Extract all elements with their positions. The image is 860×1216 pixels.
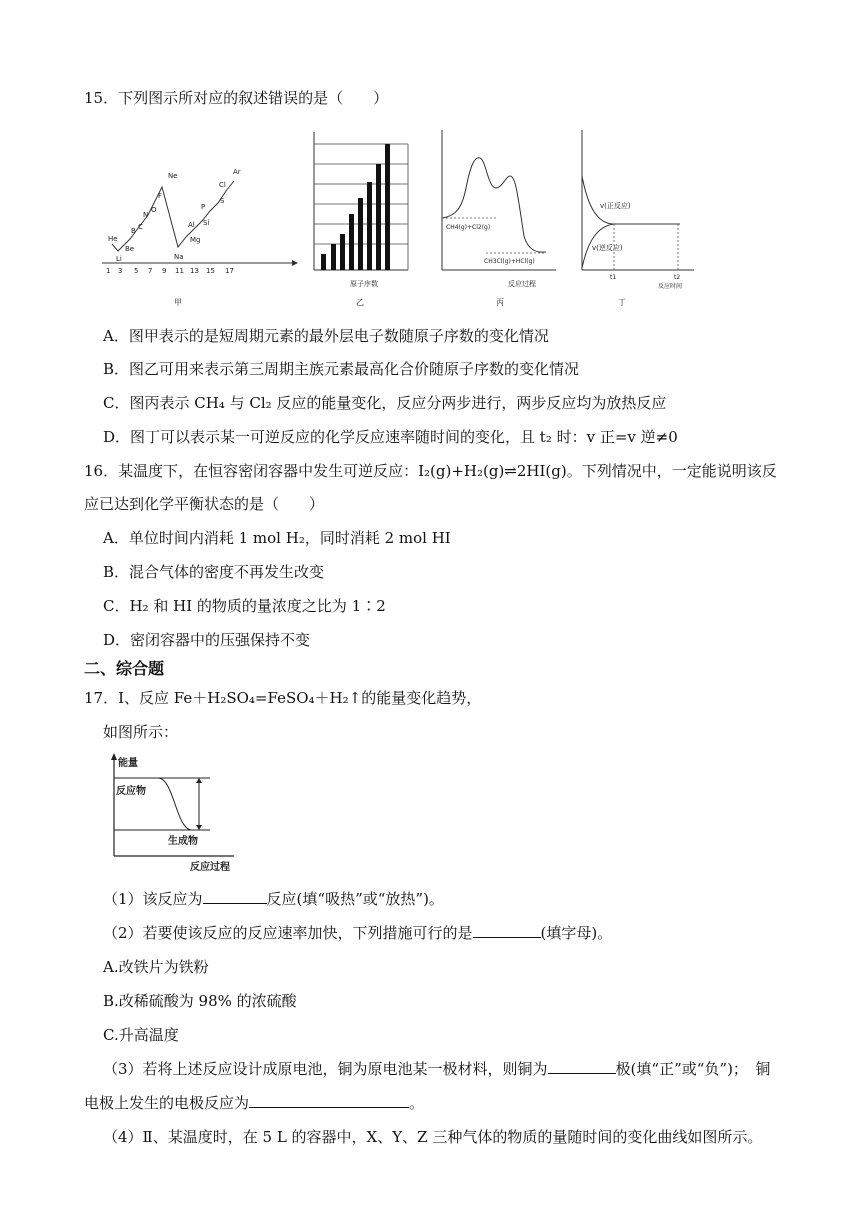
xlabel-bing: 反应过程	[508, 280, 536, 288]
q17-stem-line2: 如图所示：	[103, 723, 179, 741]
label-forward: v(正反应)	[600, 202, 631, 210]
q16-stem-line1: 16．某温度下，在恒容密闭容器中发生可逆反应：I₂(g)+H₂(g)⇌2HI(g)。下列情况中，一定能说明该反	[84, 462, 777, 480]
q17-part2: （2）若要使该反应的反应速率加快，下列措施可行的是 (填字母)。	[103, 924, 613, 942]
q15-option-d: D．图丁可以表示某一可逆反应的化学反应速率随时间的变化，且 t₂ 时：v 正=v 逆≠0	[103, 428, 678, 446]
caption-bing: 丙	[496, 298, 504, 307]
caption-ding: 丁	[618, 298, 626, 307]
xlabel-yi: 原子序数	[350, 280, 378, 288]
q17-part4: （4）Ⅱ、某温度时，在 5 L 的容器中，X、Y、Z 三种气体的物质的量随时间的变化曲线如图所示。	[103, 1128, 763, 1146]
q16-option-c: C．H₂ 和 HI 的物质的量浓度之比为 1∶2	[103, 597, 386, 615]
svg-text:15: 15	[206, 267, 215, 275]
pt-s: S	[220, 197, 225, 205]
pt-si: Si	[203, 219, 210, 227]
pt-be: Be	[125, 245, 135, 253]
caption-jia: 甲	[174, 298, 182, 307]
xlabel-process: 反应过程	[190, 862, 230, 873]
svg-text:1: 1	[106, 267, 111, 275]
q16-option-a: A．单位时间内消耗 1 mol H₂，同时消耗 2 mol HI	[103, 529, 451, 547]
q15-option-c: C．图丙表示 CH₄ 与 Cl₂ 反应的能量变化，反应分两步进行，两步反应均为放热反应	[103, 394, 667, 412]
label-reactants: 反应物	[116, 786, 146, 797]
pt-ne: Ne	[168, 172, 178, 180]
figure-yi	[310, 128, 414, 310]
svg-text:11: 11	[175, 267, 184, 275]
pt-mg: Mg	[190, 236, 201, 244]
label-products: CH3Cl(g)+HCl(g)	[484, 258, 535, 265]
pt-c: C	[138, 223, 143, 231]
pt-cl: Cl	[219, 181, 226, 189]
pt-p: P	[201, 203, 206, 211]
svg-text:7: 7	[148, 267, 153, 275]
section-title: 二、综合题	[84, 659, 165, 678]
q17-part3-line2: 电极上发生的电极反应为 。	[84, 1094, 425, 1112]
pt-na: Na	[174, 253, 184, 261]
label-reactants: CH4(g)+Cl2(g)	[446, 224, 491, 231]
pt-n: N	[143, 211, 149, 219]
ylabel-energy: 能量	[118, 758, 138, 769]
pt-ar: Ar	[233, 168, 241, 176]
label-products: 生成物	[168, 836, 198, 847]
q16-option-d: D．密闭容器中的压强保持不变	[103, 631, 311, 649]
figure-bing	[436, 128, 560, 310]
label-reverse: v(逆反应)	[592, 244, 623, 252]
q15-option-b: B．图乙可用来表示第三周期主族元素最高化合价随原子序数的变化情况	[103, 360, 580, 378]
q17-part3-line1: （3）若将上述反应设计成原电池，铜为原电池某一极材料，则铜为 极(填“正”或“负”)； 铜	[103, 1060, 771, 1078]
answer-blank-2[interactable]	[473, 923, 541, 938]
xlabel-ding: 反应时间	[658, 283, 683, 290]
q17-part1: （1）该反应为 反应(填“吸热”或“放热”)。	[103, 890, 444, 908]
q17-option-b: B.改稀硫酸为 98% 的浓硫酸	[103, 992, 297, 1010]
q17-option-a: A.改铁片为铁粉	[103, 958, 209, 976]
pt-he: He	[108, 235, 118, 243]
pt-f: F	[158, 192, 163, 200]
q16-stem-line2: 应已达到化学平衡状态的是（ ）	[84, 495, 325, 513]
answer-blank-4[interactable]	[249, 1093, 409, 1108]
caption-yi: 乙	[356, 298, 364, 307]
pt-b: B	[131, 227, 136, 235]
pt-o: O	[151, 206, 157, 214]
figure-jia	[98, 165, 298, 310]
answer-blank-1[interactable]	[203, 889, 267, 904]
pt-al: Al	[188, 221, 195, 229]
energy-diagram	[102, 752, 242, 874]
svg-text:17: 17	[225, 267, 234, 275]
t1-label: t1	[610, 274, 617, 281]
q15-stem: 15．下列图示所对应的叙述错误的是（ ）	[84, 89, 389, 107]
svg-text:9: 9	[162, 267, 167, 275]
q17-option-c: C.升高温度	[103, 1026, 179, 1044]
figure-ding	[574, 128, 698, 310]
answer-blank-3[interactable]	[548, 1059, 616, 1074]
q17-stem-line1: 17．Ⅰ、反应 Fe＋H₂SO₄=FeSO₄＋H₂↑的能量变化趋势，	[84, 689, 482, 707]
svg-text:3: 3	[118, 267, 123, 275]
q16-option-b: B．混合气体的密度不再发生改变	[103, 563, 325, 581]
svg-text:5: 5	[134, 267, 139, 275]
q15-option-a: A．图甲表示的是短周期元素的最外层电子数随原子序数的变化情况	[103, 327, 549, 345]
t2-label: t2	[674, 274, 681, 281]
svg-text:13: 13	[190, 267, 199, 275]
pt-li: Li	[116, 255, 122, 263]
